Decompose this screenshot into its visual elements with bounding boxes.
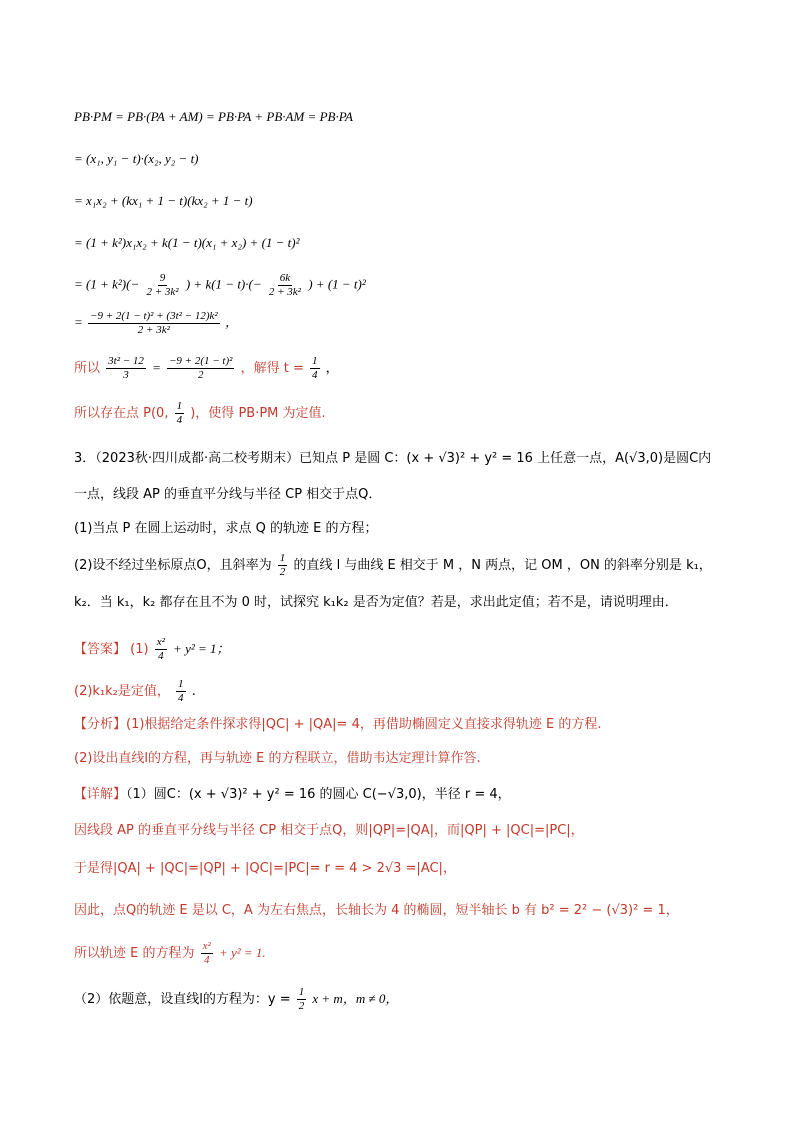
detail-line-1 — [74, 786, 511, 804]
analysis-line-1 — [74, 716, 601, 734]
derivation-line-7 — [74, 355, 339, 382]
text-exists-point: 所以存在点 P(0, — [74, 406, 169, 421]
detail-text-5b: + y² = 1. — [218, 945, 266, 960]
answer-label: 【答案】 — [74, 642, 127, 657]
derivation-line-5-part-a: = (1 + k²)(− — [74, 276, 140, 292]
answer-part-1-tail: + y² = 1； — [173, 641, 230, 656]
question-3-text-1: 3．（2023秋·四川成都·高二校考期末）已知点 P 是圆 C：(x + √3)² + y² = 16 上任意一点，A(√3,0)是圆C内 — [74, 451, 712, 466]
fraction-numerator: −9 + 2(1 − t)² + (3t² − 12)k² — [90, 310, 218, 322]
question-3-line-3 — [74, 520, 378, 538]
detail-text-6b: x + m，m ≠ 0， — [312, 991, 399, 1006]
derivation-line-2-text: = (x₁, y₁ − t)·(x₂, y₂ − t) — [74, 151, 199, 166]
fraction-numerator: x² — [202, 940, 211, 952]
fraction-denominator: 4 — [203, 954, 210, 966]
derivation-line-1 — [74, 108, 353, 126]
derivation-line-5-part-e: ) + (1 − t)² — [308, 276, 366, 292]
detail-text-4: 因此，点Q的轨迹 E 是以 C，A 为左右焦点，长轴长为 4 的椭圆，短半轴长 b 有 b² = 2² − (√3)² = 1， — [74, 903, 679, 918]
fraction-point-y — [175, 400, 185, 427]
fraction-numerator: 1 — [178, 678, 184, 690]
fraction-slope — [278, 552, 288, 579]
derivation-line-1-text: PB·PM = PB·(PA + AM) = PB·PA + PB·AM = PB·PA — [74, 109, 353, 124]
fraction-denominator: 2 — [197, 369, 204, 381]
fraction-right — [167, 355, 234, 382]
text-so: 所以 — [74, 361, 101, 376]
detail-text-2: 因线段 AP 的垂直平分线与半径 CP 相交于点Q，则|QP|=|QA|，而|QP| + |QC|=|PC|， — [74, 823, 584, 838]
detail-line-4 — [74, 902, 679, 920]
detail-label: 【详解】 — [74, 787, 127, 802]
question-3-text-2: 一点，线段 AP 的垂直平分线与半径 CP 相交于点Q． — [74, 487, 382, 502]
derivation-line-3 — [74, 192, 253, 210]
derivation-line-6 — [74, 310, 238, 337]
fraction-numerator: x² — [156, 636, 165, 648]
detail-text-5a: 所以轨迹 E 的方程为 — [74, 946, 195, 961]
fraction-denominator: 4 — [312, 369, 318, 381]
fraction-answer-2 — [176, 678, 186, 705]
fraction-answer-1 — [155, 636, 167, 663]
answer-line-2 — [74, 678, 196, 705]
derivation-line-4 — [74, 234, 300, 252]
fraction-numerator: −9 + 2(1 − t)² — [169, 355, 233, 367]
detail-text-6a: （2）依题意，设直线l的方程为：y = — [74, 992, 291, 1007]
equals-sign: = — [152, 360, 161, 375]
text-solve: ，解得 t = — [240, 361, 304, 376]
answer-part-2: (2)k₁k₂是定值， — [74, 684, 170, 699]
fraction-line-slope — [297, 986, 307, 1013]
fraction-denominator: 2 + 3k² — [146, 286, 179, 298]
detail-text-1: （1）圆C：(x + √3)² + y² = 16 的圆心 C(−√3,0)，半径 r = 4， — [126, 787, 511, 802]
equals-sign: = — [74, 314, 83, 330]
question-3-text-5: k₂．当 k₁，k₂ 都存在且不为 0 时，试探究 k₁k₂ 是否为定值？若是，求出此定值；若不是，请说明理由． — [74, 595, 678, 610]
punctuation: ， — [224, 315, 238, 331]
detail-text-3: 于是得|QA| + |QC|=|QP| + |QC|=|PC|= r = 4 > 2√3 =|AC|， — [74, 861, 456, 876]
fraction-denominator: 2 + 3k² — [137, 324, 170, 336]
analysis-text-2: (2)设出直线l的方程，再与轨迹 E 的方程联立，借助韦达定理计算作答. — [74, 751, 481, 766]
fraction-numerator: 1 — [279, 552, 286, 564]
fraction-denominator: 2 + 3k² — [268, 286, 301, 298]
analysis-label: 【分析】 — [74, 717, 127, 732]
fraction-ellipse — [201, 940, 213, 967]
detail-line-2 — [74, 822, 584, 840]
punctuation: . — [191, 684, 196, 699]
fraction-numerator: 6k — [279, 272, 291, 284]
question-3-text-4b: 的直线 l 与曲线 E 相交于 M ，N 两点，记 OM ，ON 的斜率分别是 k₁， — [293, 558, 712, 573]
derivation-line-5-part-c: ) + k(1 − t)·(− — [185, 276, 262, 292]
answer-line-1 — [74, 636, 230, 663]
fraction-numerator: 9 — [159, 272, 166, 284]
detail-line-5 — [74, 940, 266, 967]
fraction-denominator: 2 — [279, 566, 286, 578]
detail-line-3 — [74, 860, 456, 878]
question-3-line-5 — [74, 594, 678, 612]
fraction-numerator: 1 — [312, 355, 318, 367]
fraction-denominator: 3 — [123, 369, 129, 381]
fraction-numerator: 1 — [298, 986, 305, 998]
fraction-numerator: 1 — [176, 400, 183, 412]
derivation-line-4-text: = (1 + k²)x₁x₂ + k(1 − t)(x₁ + x₂) + (1 − t)² — [74, 235, 300, 250]
analysis-line-2 — [74, 750, 481, 768]
fraction-left — [106, 355, 146, 382]
analysis-text-1: (1)根据给定条件探求得|QC| + |QA|= 4，再借助椭圆定义直接求得轨迹 E 的方程. — [126, 717, 602, 732]
fraction-denominator: 4 — [158, 650, 164, 662]
derivation-line-8 — [74, 400, 326, 427]
text-constant-value: )，使得 PB·PM 为定值. — [190, 406, 326, 421]
fraction-denominator: 4 — [176, 414, 183, 426]
derivation-line-2 — [74, 150, 199, 168]
fraction-result — [88, 310, 220, 337]
derivation-line-3-text: = x₁x₂ + (kx₁ + 1 − t)(kx₂ + 1 − t) — [74, 193, 253, 208]
derivation-line-5 — [74, 272, 366, 299]
fraction-denominator: 2 — [298, 1000, 305, 1012]
fraction-t — [310, 355, 320, 382]
question-3-line-2 — [74, 486, 381, 504]
detail-line-6 — [74, 986, 398, 1013]
punctuation: ， — [325, 361, 339, 376]
fraction-6k-over — [267, 272, 303, 299]
fraction-9-over — [144, 272, 180, 299]
question-3-text-3: (1)当点 P 在圆上运动时，求点 Q 的轨迹 E 的方程； — [74, 521, 378, 536]
fraction-denominator: 4 — [178, 692, 184, 704]
question-3-line-4 — [74, 552, 712, 579]
question-3-text-4a: (2)设不经过坐标原点O，且斜率为 — [74, 558, 272, 573]
answer-part-1: (1) — [130, 642, 149, 657]
fraction-numerator: 3t² − 12 — [108, 355, 144, 367]
question-3-line-1 — [74, 450, 711, 468]
